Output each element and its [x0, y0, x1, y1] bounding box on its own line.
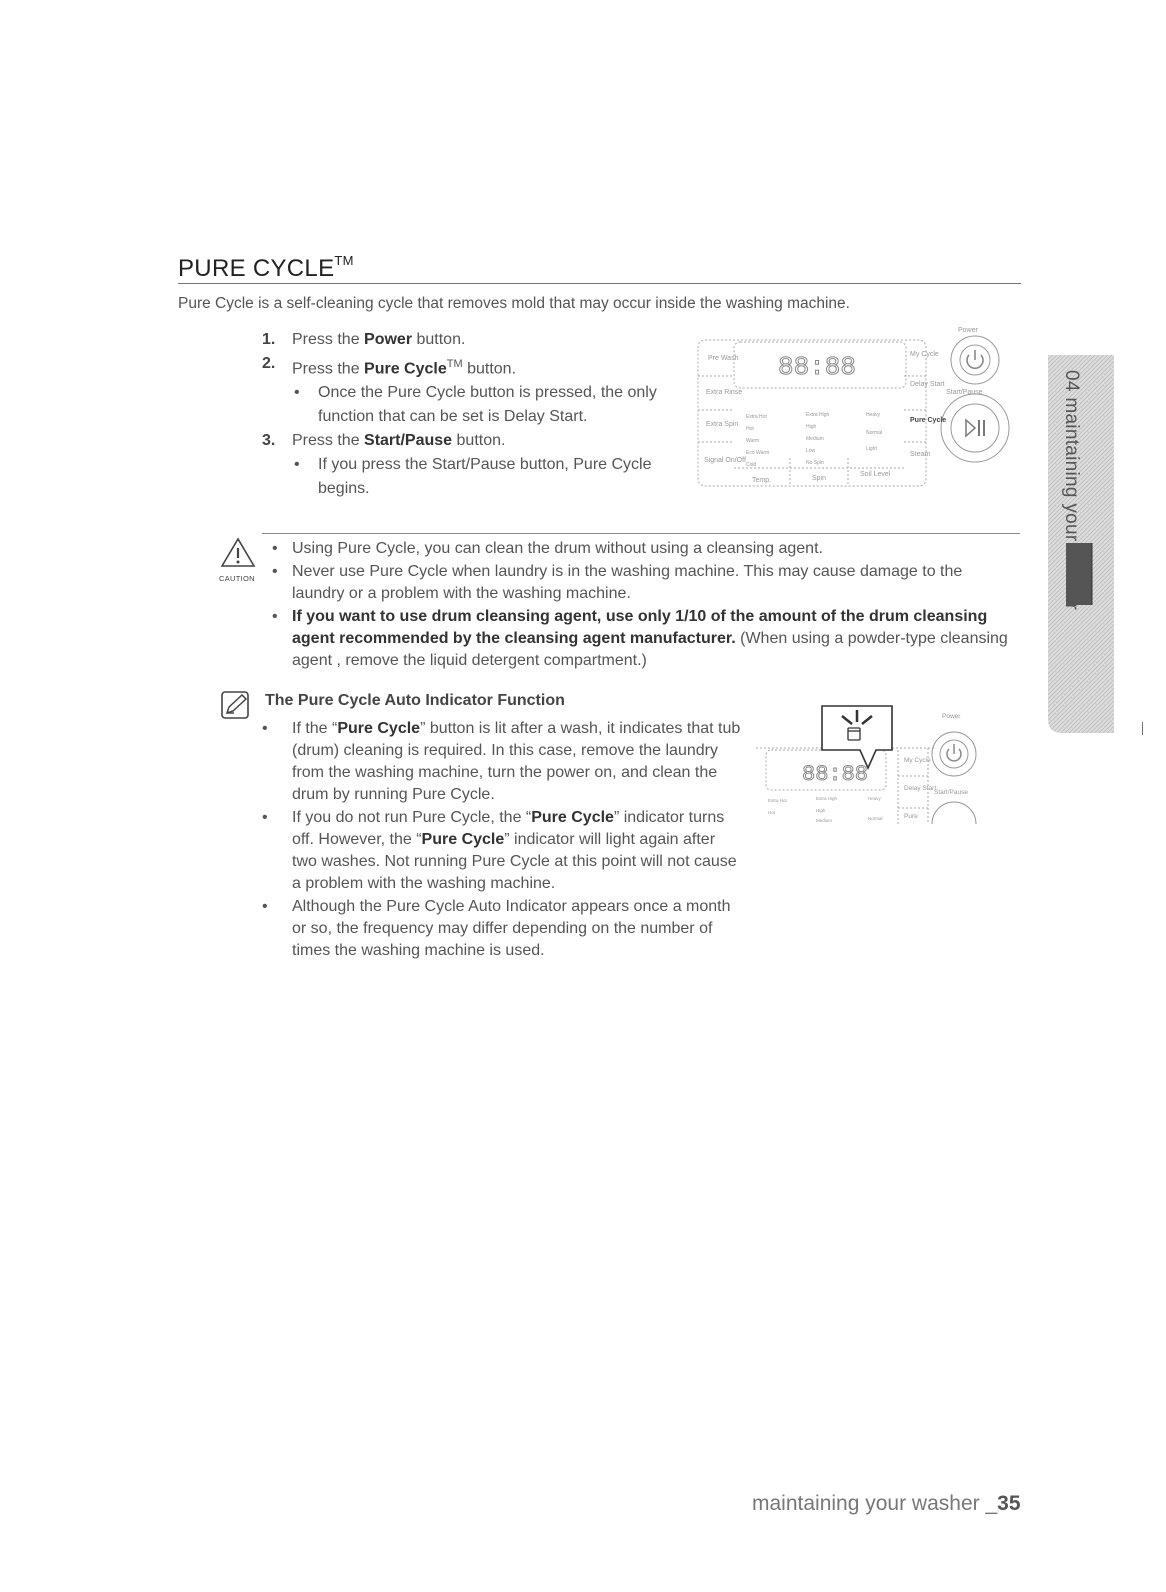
svg-text:Low: Low [806, 448, 816, 454]
note-list [262, 718, 742, 963]
svg-text:High: High [806, 424, 817, 430]
trademark: TM [334, 253, 354, 268]
step-2: 2. Press the Pure Cycle™ button. [262, 355, 517, 378]
svg-text:88:88: 88:88 [802, 762, 869, 787]
svg-text:Hot: Hot [768, 810, 776, 815]
step-1: 1. Press the Power button. [262, 331, 466, 348]
note-item: • Although the Pure Cycle Auto Indicator appears once a month or so, the frequency may differ depending on the number of times the washing machine is used. [262, 898, 731, 959]
svg-text:My Cycle: My Cycle [910, 351, 939, 358]
svg-text:Start/Pause: Start/Pause [946, 389, 983, 396]
note-item: • If you do not run Pure Cycle, the “Pure Cycle” indicator turns off. However, the “Pure Cycle” indicator will light again after two washes. Not running Pure Cycle at this point will not cause a problem with the washing machine. [262, 809, 737, 892]
chapter-tab-label: 04 maintaining your washer [1061, 370, 1082, 611]
svg-text:Pre Wash: Pre Wash [708, 355, 739, 362]
svg-text:Eco Warm: Eco Warm [746, 450, 770, 456]
svg-text:Normal: Normal [868, 816, 883, 821]
svg-text:Heavy: Heavy [866, 412, 881, 418]
svg-text:Soil Level: Soil Level [860, 471, 891, 478]
svg-text:Heavy: Heavy [868, 796, 881, 801]
svg-text:Extra High: Extra High [806, 412, 830, 418]
svg-text:Medium: Medium [816, 818, 833, 823]
svg-text:Warm: Warm [746, 438, 760, 444]
svg-text:My Cycle: My Cycle [904, 757, 931, 764]
note-item: • If the “Pure Cycle” button is lit after a wash, it indicates that tub (drum) cleaning is required. In this case, remove the laundry from the washing machine, turn the power on, and clean the drum by running Pure Cycle. [262, 720, 741, 803]
svg-text:Light: Light [866, 446, 877, 452]
svg-text:Delay Start: Delay Start [910, 381, 945, 388]
caution-label: CAUTION [219, 574, 255, 583]
svg-text:Medium: Medium [806, 436, 824, 442]
svg-text:No Spin: No Spin [806, 460, 824, 466]
title-rule [178, 283, 1021, 284]
svg-text:Signal On/Off: Signal On/Off [704, 457, 746, 464]
power-icon [967, 350, 983, 368]
step-3-note: • If you press the Start/Pause button, Pure Cycle begins. [294, 456, 652, 498]
note-title: The Pure Cycle Auto Indicator Function [265, 692, 565, 709]
svg-text:Normal: Normal [866, 430, 883, 436]
step-3: 3. Press the Start/Pause button. [262, 432, 506, 450]
tab-tick [1142, 722, 1143, 735]
page-number: 35 [997, 1492, 1021, 1515]
note-icon [220, 690, 252, 720]
svg-text:Extra Spin: Extra Spin [706, 421, 739, 428]
caution-rule [262, 533, 1020, 534]
svg-text:Steam: Steam [910, 451, 931, 458]
steps-list [260, 328, 700, 501]
section-title: PURE CYCLE™ [178, 253, 354, 282]
svg-text:Pure Cycle: Pure Cycle [910, 417, 947, 424]
svg-text:Extra Hot: Extra Hot [768, 798, 787, 803]
svg-text:Start/Pause: Start/Pause [934, 789, 968, 796]
control-panel-illustration [690, 318, 1020, 498]
caution-list [272, 538, 1012, 673]
caution-icon [218, 536, 258, 570]
step-2-note: • Once the Pure Cycle button is pressed, the only function that can be set is Delay Start. [294, 384, 657, 426]
svg-text:Temp.: Temp. [752, 477, 772, 484]
pure-cycle-indicator-illustration [756, 696, 1010, 826]
caution-item: • Never use Pure Cycle when laundry is in the washing machine. This may cause damage to the laundry or a problem with the washing machine. [272, 563, 963, 602]
svg-text:Power: Power [958, 327, 978, 334]
intro-text: Pure Cycle is a self-cleaning cycle that removes mold that may occur inside the washing machine. [178, 295, 850, 312]
svg-text:Delay Start: Delay Start [904, 785, 937, 792]
svg-text:Spin: Spin [812, 475, 827, 482]
caution-item: • If you want to use drum cleansing agent, use only 1/10 of the amount of the drum cleansing agent recommended by the cleansing agent manufacturer. (When using a powder-type cleansing agent , remove the liquid detergent compartment.) [272, 608, 1008, 669]
svg-text:Hot: Hot [746, 426, 754, 432]
svg-text:Pure: Pure [904, 813, 918, 820]
page-footer: maintaining your washer _35 [752, 1492, 1021, 1515]
svg-text:Extra Rinse: Extra Rinse [706, 389, 743, 396]
svg-text:Extra Hot: Extra Hot [746, 414, 767, 420]
play-pause-icon [966, 420, 985, 436]
caution-block [218, 536, 268, 583]
svg-text:Extra High: Extra High [816, 796, 838, 801]
power-icon [947, 744, 961, 761]
svg-text:Power: Power [942, 713, 961, 720]
svg-text:88:88: 88:88 [778, 352, 857, 382]
svg-text:High: High [816, 808, 826, 813]
caution-item: • Using Pure Cycle, you can clean the drum without using a cleansing agent. [272, 540, 823, 557]
svg-text:Cold: Cold [746, 462, 757, 468]
